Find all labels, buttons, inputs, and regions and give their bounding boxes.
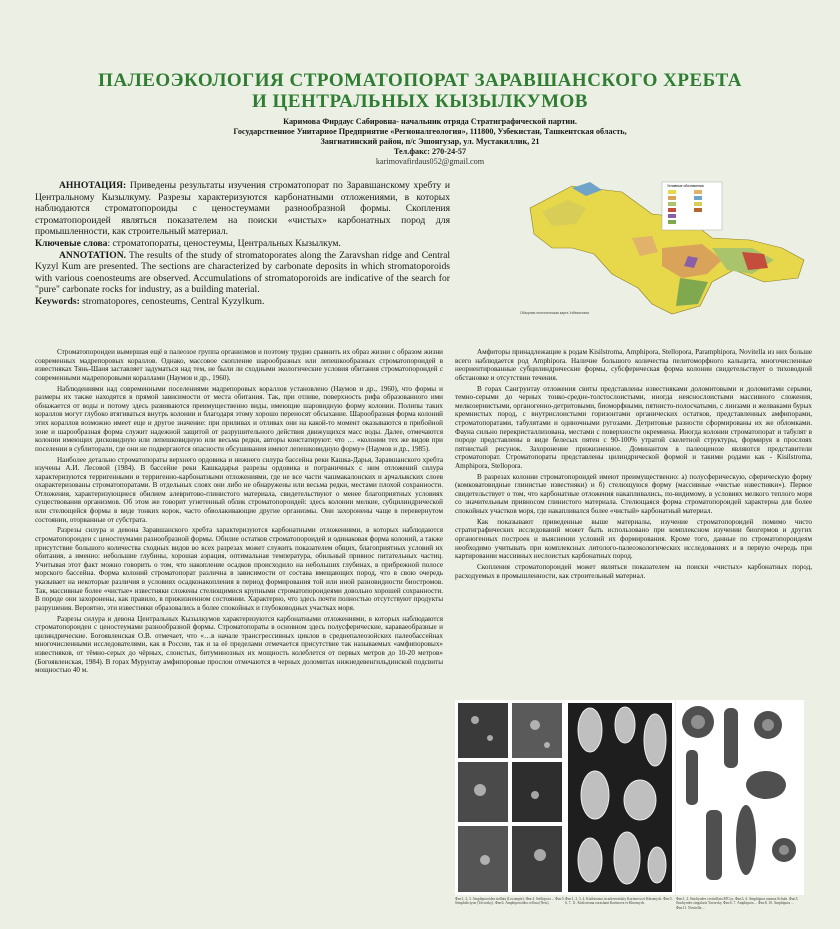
right-paragraph: Как показывают приведенные выше материалы, изучение строматопороидей помимо чисто стратиграфических исследований может быть использовано при комплексном изучении биогермов и других органогенных построек и выяснении условий их формирования. Кроме того, данные по строматопороидеям необходимо учитывать при комплексных литолого-палеоэкологических исследованиях и в первую очередь при картировании массивных неслоистых карбонатных пород.	[455, 517, 812, 561]
left-paragraph: Наблюдениями над современными поселениями мадрепоровых кораллов установлено (Наумов и др., 1960), что формы и размеры их также находятся в прямой зависимости от места обитания. Так, при отливе, поверхность рифа образованного ими обнажается от воды и потому здесь развиваются преимущественно виды, имеющие шаровидную форму колонии. Полипы таких кораллов могут глубоко втягиваться внутрь колонии и благодаря этому хорошо переносят обсыхание. Шарообразная форма колоний этих кораллов возможно имеет еще и другое значение: при приливах и отливах они на какой-то момент оказываются в прибойной зоне и шарообразная форма служит надежной защитой от разрушительного действия движущихся масс воды. Далее, отмечаются колонии имеющих дисковидную или лепешковидную или весьма редки, авторы констатируют: что … «колонии тех же видов при поселении в сублиторали, где они не подвергаются опасности обсушивания имеют лепешковидную форму» (Наумов и др., 1985).	[35, 384, 443, 453]
fossil-plate-1	[455, 700, 565, 910]
abstract-ru-text: Приведены результаты изучения строматопорат по Заравшанскому хребту и Центральному Кызылкуму. Разрезы характеризуются карбонатными отложениями, в которых наблюдаются строматопороиды с ценостеумами разнообразной формы. Скопления строматопороидей являться показателем на поиски «чистых» карбонатных пород для промышленности, как строительный материал.	[35, 180, 450, 238]
abstract-en-label: ANNOTATION.	[59, 249, 127, 261]
keywords-ru-label: Ключевые слова	[35, 237, 108, 249]
left-paragraph: Строматопороидеи вымершая ещё в палеозое группа организмов и поэтому трудно сравнить их образ жизни с образом жизни современных мадрепоровых кораллов. Однако, массовое скопление шарообразных или лепешкообразных строматопороидей в известняках Тянь-Шаня заставляет задуматься над тем, не были ли сходными экологические условия обитания строматопороидей с современными мадрепоровыми кораллами (Наумов и др., 1960).	[35, 348, 443, 382]
page-title	[60, 70, 780, 112]
abstract-en-text: The results of the study of stromatoporates along the Zaravshan ridge and Central Kyzyl Kum are presented. The sections are characterized by carbonate deposits in which stromatoporoids with various coenosteums are observed. Accumulations of stromatoporoids are indicative of the search for "pure" carbonate rocks for industry, as a building material.	[35, 249, 450, 296]
author-name: Каримова Фирдаус Сабировна- начальник отряда Стратиграфической партии.	[283, 117, 577, 126]
right-paragraph: Амфиторы принадлежащие к родам Kisilstroma, Amphipora, Stellopora, Paramphipora, Novitella из них больше всего наблюдается род Amphipora. Наличие большого количества пелитоморфного кальцита, многочисленные неориентированные субцилиндрические формы, субсферическая форма колонии свидетельствует о тиховодной обстановке и отсутствии течения.	[455, 348, 812, 382]
abstract-ru	[35, 180, 450, 238]
fossil-plate-3	[676, 700, 804, 910]
title-line-1: ПАЛЕОЭКОЛОГИЯ СТРОМАТОПОРАТ ЗАРАВШАНСКОГО ХРЕБТА	[98, 70, 742, 91]
map-caption: Обзорная геологическая карта Узбекистана	[520, 311, 589, 315]
left-paragraph: Разрезы силура и девона Заравшанского хребта характеризуются карбонатными отложениями, в которых наблюдаются строматопороиден с ценостеумами разнообразной формы. Обилие остатков строматопороидей и одинаковая форма колоний, а также присутствие большого количества сходных видов во всех разрезах может служить показателем общих, благоприятных условий их обитания, а именно: небольшие глубины, хорошая аэрация, оптимальная температура, обильный привнос питательных частиц. Учитывая этот факт можно говорить о том, что накопление осадков происходило на небольших глубинах, в прибрежной полосе морского бассейна. Форма колоний строматопорат различна в зависимости от состава вмещающих пород, что в свою очередь указывает на некоторые различия в условиях осадконакопления в период формирования той или иной разновидности биостромов. Так, массивные более «чистые» известняки сложены стелющимися крупными строматопороидеями довольно хорошей сохранности. В породе они захоронены, как правило, в прижизненном состоянии. Характерно, что здесь почти полностью отсутствуют продукты разрушения. Вероятно, эти известняки образовались в более спокойных и глубоководных участках моря.	[35, 526, 443, 612]
left-paragraph: Разрезы силура и девона Центральных Кызылкумов характеризуются карбонатными отложениями, в которых наблюдаются строматопороиден с ценостеумами разнообразной формы. Строматопораты в основном здесь полусферические, караваеобразные и цилиндрические. Богоявленская О.В. отмечает, что «…в начале трансгрессивных циклов в среднепалеозойских палеобассейнах многочисленными исследователями, как в России, так и за её пределами отмечается присутствие так называемых «амфипоровых» известняков, от тёмно-серых до чёрных, слоистых, битуминозных их мощность колеблется от первых метров до 10-20 метров» (Богоявленская, 1984). В горах Мурунтау амфипоровые прослои отмечаются в черных доломитах нижнедевенгильдинской подсвиты мощностью 40 м.	[35, 614, 443, 675]
author-phone: Тел.факс: 270-24-57	[393, 147, 467, 156]
abstract-block	[35, 180, 450, 308]
right-paragraph: В разрезах колонии строматопороидей имеют преимущественно: а) полусферическую, сферическую форму (комковатовидные глинистые известняки) и б) стелющуюся форму (массивные «чистые известняки»). Первое свидетельствует о том, что карбонатные отложения накапливались, по-видимому, в условиях мелкого теплого моря со значительным привносом глинистого материала. Стелющаяся форма строматопороидей характерна для более спокойных участков моря, где накапливался более «чистый» карбонатный материал.	[455, 472, 812, 516]
author-affiliation: Государственное Унитарное Предприятие «Регионалгеология», 111800, Узбекистан, Ташкентская область,	[233, 127, 627, 136]
fossil-plate-3-caption: Фиг.1, 2. Stachyodes verticillata M'Coy. Фиг.3, 4. Amphipora ramosa Schulz. Фиг.5. Stachyodes singularis Yavorsky. Фиг.6, 7. Amphipora ... Фиг.8, 10. Amphipora ... Фиг.11. Novitella ...	[676, 897, 799, 910]
author-address: Зангиатинский район, п/с Эшонгузар, ул. Мустакиллик, 21	[320, 137, 540, 146]
fossil-plate-2-caption: Фиг.1, 2, 3, 4. Kisilstroma tscarkenvatskiy Korimova et Khromych. Фиг.5, 6, 7, 11. Kisilstroma zorashani Korimova et Khromych.	[565, 897, 673, 906]
left-column	[35, 348, 443, 677]
fossil-plate-1-image	[455, 700, 565, 895]
fossil-plate-2-image	[565, 700, 675, 895]
right-paragraph: Скопления строматопороидей может являться показателем на поиски «чистых» карбонатных пород, расходуемых в промышленности, как строительный материал.	[455, 563, 812, 580]
abstract-ru-label: АННОТАЦИЯ:	[59, 180, 127, 191]
fossil-plate-2	[565, 700, 675, 910]
keywords-ru	[35, 238, 450, 250]
author-email: karimovafirdaus052@gmail.com	[375, 157, 485, 166]
right-paragraph: В горах Сангрунтау отложения свиты представлены известняками доломитовыми и доломитами серыми, темно-серыми до черных тонко-средне-толстослоистыми, иногда неяснослоистыми массивного сложения, мелкозернистыми, органогенно-детритовыми, биоморфными, пятнисто-полосчатыми, с линзами и желваками бурых кремнистых пород, с внутрислоистыми горизонтами органических остатков, представленных амфипорами, строматопоратами, табулятами и одиночными ругозами. Детритовые разности сформированы их же обломками. Фауна сильно перекристаллизована, местами с поверхности окремнена. Иногда колонии строматопорат и табулят в породе представлены в виде белесых пятен с 90-100% утратой скелетной структуры, формируя в прослоях пятнистый рисунок. Захоронение прижизненное. Доминантом в палеоценозе являются представители строматопорат. Строматопораты представлены цилиндрической формой и такими родами как - Kisilstroma, Amphipora, Stellopora.	[455, 384, 812, 470]
geological-map	[512, 178, 812, 318]
map-image	[512, 178, 812, 318]
fossil-plate-3-image	[676, 700, 804, 895]
title-line-2: И ЦЕНТРАЛЬНЫХ КЫЗЫЛКУМОВ	[252, 91, 588, 112]
map-legend-title: Условные обозначения	[667, 184, 704, 188]
abstract-en	[35, 250, 450, 296]
keywords-en-label: Keywords:	[35, 295, 80, 307]
keywords-ru-text: : строматопораты, ценостеумы, Центральных Кызылкум.	[107, 237, 341, 249]
author-block	[180, 117, 680, 167]
keywords-en	[35, 296, 450, 308]
right-column	[455, 348, 812, 582]
keywords-en-text: stromatopores, cenosteums, Central Kyzylkum.	[79, 295, 265, 307]
fossil-plate-1-caption: Фиг.1, 2, 3. Amphiporoidea stellata (Lecompte). Фиг.4. Stellopora ... Фиг.5. Simplodictyon (Yavorsky). Фиг.6. Amphiporoidea cellosa (Nest).	[455, 897, 565, 906]
left-paragraph: Наиболее детально строматопораты верхнего ордовика и нижнего силура бассейна реки Кашка-Дарья, Заравшанского хребта изучены А.И. Лесовой (1984). В бассейне реки Кашкадарья разрезы ордовика и пограничных с ним отложений силура характеризуются терригенными и терригенно-карбонатными отложениями, где не все части чашмакалонских и арчалыкских слоев охарактеризованы строматопоратами. В отдельных слоях они либо не обнаружены или весьма редки, местами плохой сохранности. Отложения, характеризующиеся обилием алевритово-глинистого материала, свидетельствуют о менее благоприятных условиях существования организмов. Об этом же говорит угнетенный облик строматопороидей: здесь колонии мелкие, субцилиндрической или стелющейся формы в виде тонких корок, часто обволакивающие другие организмы. Они захоронены чаще в перевернутом состоянии, оторванные от субстрата.	[35, 455, 443, 524]
